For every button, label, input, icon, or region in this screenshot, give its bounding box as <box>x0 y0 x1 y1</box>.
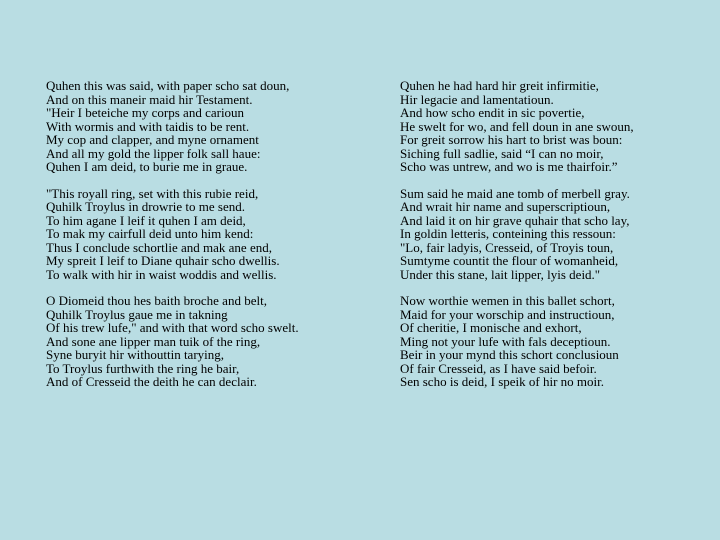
verse-line: Sen scho is deid, I speik of hir no moir. <box>400 374 605 389</box>
verse-line: Beir in your mynd this schort conclusioun <box>400 347 619 362</box>
verse-line: Of fair Cresseid, as I have said befoir. <box>400 360 597 376</box>
verse-line: And sone ane lipper man tuik of the ring, <box>46 333 261 349</box>
verse-line: Ming not your lufe with fals deceptioun. <box>400 333 611 349</box>
verse-line: Maid for your worschip and instructioun, <box>400 306 615 322</box>
verse-line: My spreit I leif to Diane quhair scho dwellis. <box>46 253 280 268</box>
verse-line: Quhen this was said, with paper scho sat doun, <box>46 78 290 93</box>
verse-line: And how scho endit in sic povertie, <box>400 105 585 120</box>
verse-line: Under this stane, lait lipper, lyis deid." <box>400 266 601 282</box>
verse-line: My cop and clapper, and myne ornament <box>46 132 259 147</box>
stanza <box>400 294 710 389</box>
verse-line: To walk with hir in waist woddis and wellis. <box>46 266 277 282</box>
stanza <box>46 294 366 389</box>
verse-line: And wrait hir name and superscriptioun, <box>400 199 611 214</box>
stanza <box>46 79 366 174</box>
verse-line: Hir legacie and lamentatioun. <box>400 91 554 107</box>
verse-line: In goldin letteris, conteining this ressoun: <box>400 226 616 241</box>
verse-line: And all my gold the lipper folk sall haue: <box>46 145 261 161</box>
verse-line: Of his trew lufe," and with that word scho swelt. <box>46 320 299 335</box>
verse-line: And on this maneir maid hir Testament. <box>46 91 253 107</box>
right-column <box>400 79 710 402</box>
left-column <box>46 79 366 402</box>
verse-line: To him agane I leif it quhen I am deid, <box>46 212 246 228</box>
stanza <box>400 79 710 174</box>
verse-line: Quhilk Troylus gaue me in takning <box>46 306 228 322</box>
verse-line: Quhen I am deid, to burie me in graue. <box>46 159 248 174</box>
verse-line: "Lo, fair ladyis, Cresseid, of Troyis toun, <box>400 239 614 255</box>
verse-line: Syne buryit hir withouttin tarying, <box>46 347 225 362</box>
verse-line: To Troylus furthwith the ring he bair, <box>46 360 240 376</box>
verse-line: "This royall ring, set with this rubie reid, <box>46 185 259 201</box>
verse-line: Scho was untrew, and wo is me thairfoir.” <box>400 159 618 174</box>
verse-line: He swelt for wo, and fell doun in ane swoun, <box>400 118 634 134</box>
verse-line: For greit sorrow his hart to brist was boun: <box>400 132 623 147</box>
verse-line: Quhilk Troylus in drowrie to me send. <box>46 199 245 214</box>
verse-line: Quhen he had hard hir greit infirmitie, <box>400 78 599 93</box>
stanza <box>46 187 366 282</box>
verse-line: Sum said he maid ane tomb of merbell gray. <box>400 185 630 201</box>
verse-line: Sumtyme countit the flour of womanheid, <box>400 253 619 268</box>
verse-line: Now worthie wemen in this ballet schort, <box>400 293 615 308</box>
stanza <box>400 187 710 282</box>
verse-line: To mak my cairfull deid unto him kend: <box>46 226 254 241</box>
verse-line: Of cheritie, I monische and exhort, <box>400 320 582 335</box>
verse-line: And laid it on hir grave quhair that scho lay, <box>400 212 630 228</box>
verse-line: And of Cresseid the deith he can declair. <box>46 374 257 389</box>
verse-line: Siching full sadlie, said “I can no moir, <box>400 145 604 161</box>
verse-line: With wormis and with taidis to be rent. <box>46 118 250 134</box>
verse-line: O Diomeid thou hes baith broche and belt, <box>46 293 267 308</box>
verse-line: "Heir I beteiche my corps and carioun <box>46 105 245 120</box>
verse-line: Thus I conclude schortlie and mak ane end, <box>46 239 272 255</box>
